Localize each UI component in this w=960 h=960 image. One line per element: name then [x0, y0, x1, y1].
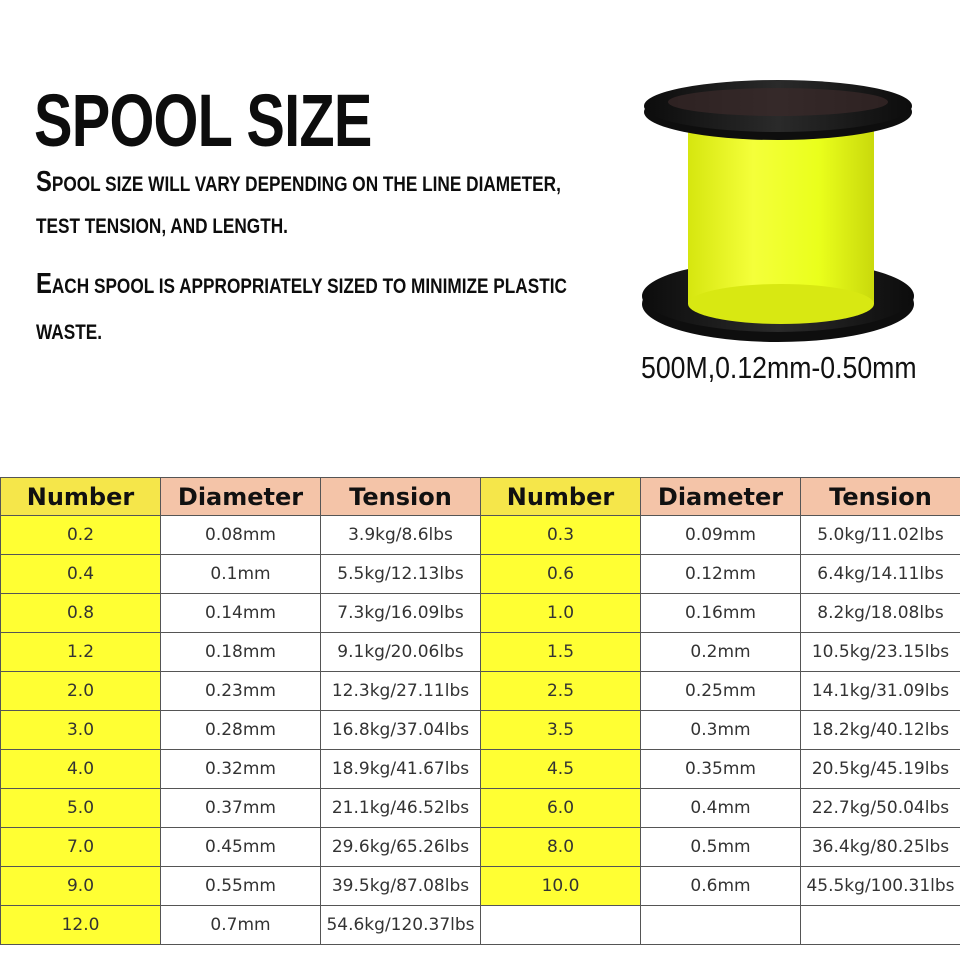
cell-diameter: 0.1mm [161, 555, 321, 594]
table-row [1, 633, 960, 672]
cell-number: 0.4 [1, 555, 161, 594]
cell-tension: 10.5kg/23.15lbs [801, 633, 960, 672]
cell-tension: 20.5kg/45.19lbs [801, 750, 960, 789]
column-header-diameter: Diameter [161, 478, 321, 516]
cell-number: 5.0 [1, 789, 161, 828]
cell-diameter: 0.25mm [641, 672, 801, 711]
cell-tension: 18.9kg/41.67lbs [321, 750, 481, 789]
cell-diameter: 0.09mm [641, 516, 801, 555]
cell-diameter: 0.7mm [161, 906, 321, 945]
drop-cap: S [36, 166, 52, 198]
cell-diameter [641, 906, 801, 945]
cell-diameter: 0.14mm [161, 594, 321, 633]
cell-number: 7.0 [1, 828, 161, 867]
column-header-tension: Tension [801, 478, 960, 516]
cell-tension: 16.8kg/37.04lbs [321, 711, 481, 750]
cell-diameter: 0.08mm [161, 516, 321, 555]
cell-diameter: 0.55mm [161, 867, 321, 906]
cell-diameter: 0.12mm [641, 555, 801, 594]
cell-tension: 5.5kg/12.13lbs [321, 555, 481, 594]
cell-number: 3.0 [1, 711, 161, 750]
column-header-number: Number [481, 478, 641, 516]
cell-number: 3.5 [481, 711, 641, 750]
table-row [1, 672, 960, 711]
description-line-4 [36, 322, 102, 343]
table-row [1, 750, 960, 789]
table-header-row [1, 478, 960, 516]
table-row [1, 516, 960, 555]
drop-cap: E [36, 268, 52, 300]
cell-number: 6.0 [481, 789, 641, 828]
cell-number: 1.2 [1, 633, 161, 672]
cell-diameter: 0.37mm [161, 789, 321, 828]
cell-diameter: 0.6mm [641, 867, 801, 906]
cell-tension: 22.7kg/50.04lbs [801, 789, 960, 828]
cell-number: 0.3 [481, 516, 641, 555]
spool-illustration [628, 78, 928, 350]
cell-number: 1.5 [481, 633, 641, 672]
table-row [1, 711, 960, 750]
column-header-number: Number [1, 478, 161, 516]
cell-diameter: 0.45mm [161, 828, 321, 867]
description-line-2 [36, 216, 288, 237]
cell-diameter: 0.2mm [641, 633, 801, 672]
cell-tension: 12.3kg/27.11lbs [321, 672, 481, 711]
cell-tension: 14.1kg/31.09lbs [801, 672, 960, 711]
description-text: ACH SPOOL IS APPROPRIATELY SIZED TO MINIMIZE PLASTIC [51, 275, 567, 298]
cell-tension: 6.4kg/14.11lbs [801, 555, 960, 594]
table-row [1, 594, 960, 633]
description-line-1 [36, 168, 561, 197]
cell-diameter: 0.35mm [641, 750, 801, 789]
cell-tension: 18.2kg/40.12lbs [801, 711, 960, 750]
cell-number: 12.0 [1, 906, 161, 945]
cell-number: 8.0 [481, 828, 641, 867]
description-text: WASTE. [36, 321, 103, 344]
cell-diameter: 0.4mm [641, 789, 801, 828]
spool-caption: 500M,0.12mm-0.50mm [641, 350, 917, 385]
cell-tension: 7.3kg/16.09lbs [321, 594, 481, 633]
cell-number: 0.2 [1, 516, 161, 555]
table-row [1, 828, 960, 867]
cell-tension: 21.1kg/46.52lbs [321, 789, 481, 828]
cell-diameter: 0.32mm [161, 750, 321, 789]
cell-tension: 3.9kg/8.6lbs [321, 516, 481, 555]
column-header-tension: Tension [321, 478, 481, 516]
cell-number: 1.0 [481, 594, 641, 633]
cell-number: 10.0 [481, 867, 641, 906]
cell-tension: 29.6kg/65.26lbs [321, 828, 481, 867]
column-header-diameter: Diameter [641, 478, 801, 516]
cell-number: 0.6 [481, 555, 641, 594]
cell-tension: 54.6kg/120.37lbs [321, 906, 481, 945]
description-text: TEST TENSION, AND LENGTH. [36, 215, 288, 238]
cell-number: 4.5 [481, 750, 641, 789]
cell-tension: 36.4kg/80.25lbs [801, 828, 960, 867]
cell-diameter: 0.23mm [161, 672, 321, 711]
page-title: SPOOL SIZE [34, 79, 372, 162]
cell-tension: 5.0kg/11.02lbs [801, 516, 960, 555]
description-line-3 [36, 270, 567, 299]
cell-number: 2.5 [481, 672, 641, 711]
cell-number: 2.0 [1, 672, 161, 711]
cell-diameter: 0.16mm [641, 594, 801, 633]
cell-number: 0.8 [1, 594, 161, 633]
cell-number [481, 906, 641, 945]
cell-tension: 8.2kg/18.08lbs [801, 594, 960, 633]
cell-diameter: 0.5mm [641, 828, 801, 867]
spec-table [0, 477, 960, 945]
cell-tension: 45.5kg/100.31lbs [801, 867, 960, 906]
cell-tension: 39.5kg/87.08lbs [321, 867, 481, 906]
table-row [1, 555, 960, 594]
cell-diameter: 0.3mm [641, 711, 801, 750]
cell-number: 4.0 [1, 750, 161, 789]
spool-image [628, 78, 928, 350]
cell-number: 9.0 [1, 867, 161, 906]
cell-diameter: 0.28mm [161, 711, 321, 750]
cell-tension: 9.1kg/20.06lbs [321, 633, 481, 672]
table-row [1, 867, 960, 906]
table-row [1, 789, 960, 828]
table-row [1, 906, 960, 945]
cell-tension [801, 906, 960, 945]
cell-diameter: 0.18mm [161, 633, 321, 672]
description-text: POOL SIZE WILL VARY DEPENDING ON THE LINE DIAMETER, [51, 173, 561, 196]
